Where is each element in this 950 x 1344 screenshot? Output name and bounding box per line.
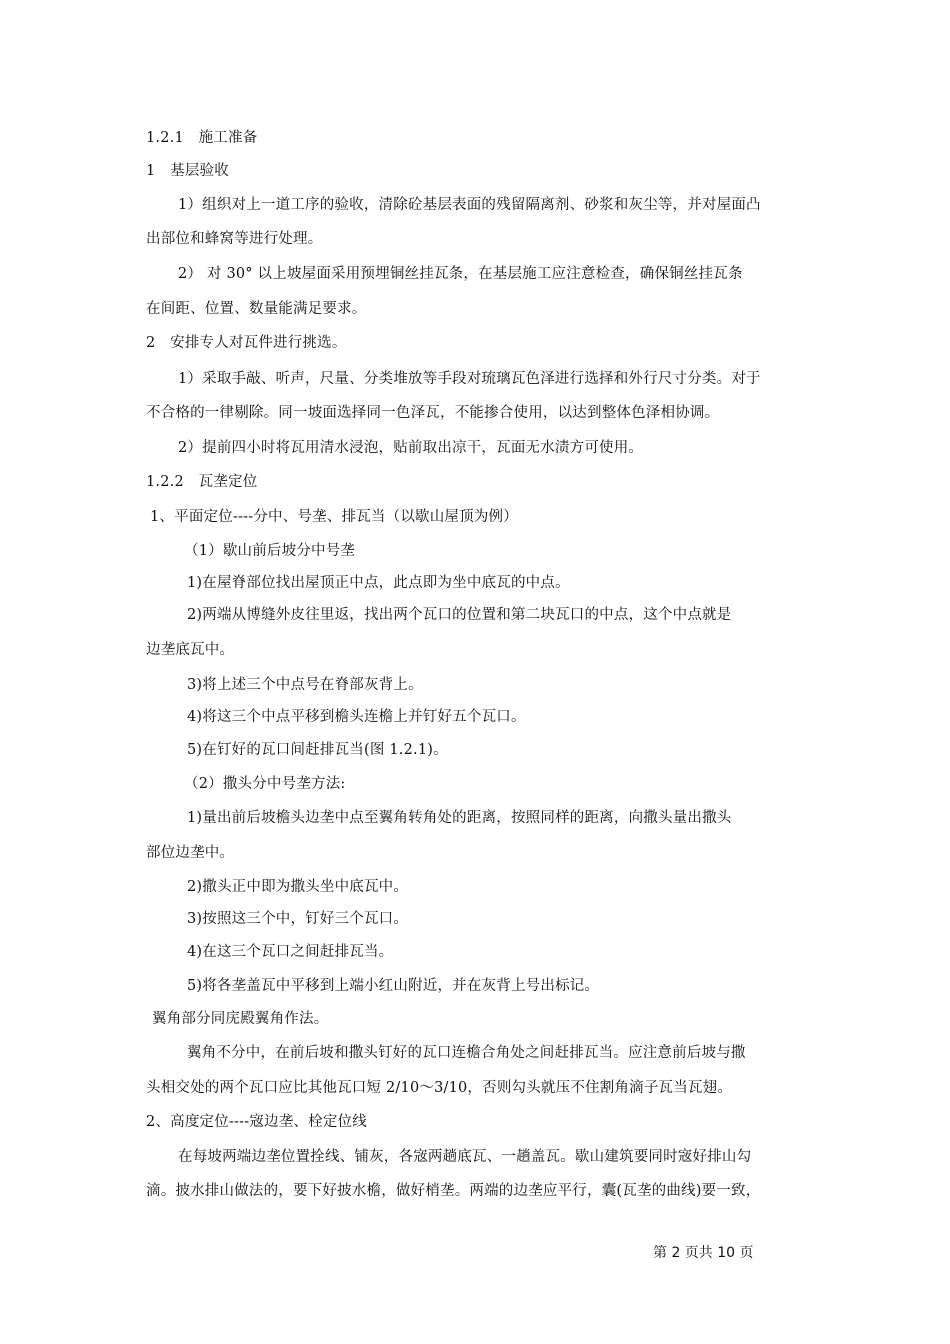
list-item: 5)将各垄盖瓦中平移到上端小红山附近，并在灰背上号出标记。 (187, 978, 600, 994)
paragraph-line: 滴。披水排山做法的，要下好披水檐，做好梢垄。两端的边垄应平行，囊(瓦垄的曲线)要一致， (146, 1183, 761, 1199)
list-item: 3)将上述三个中点号在脊部灰背上。 (187, 677, 423, 693)
list-item: 1)在屋脊部位找出屋顶正中点，此点即为坐中底瓦的中点。 (187, 575, 570, 591)
list-item: 5)在钉好的瓦口间赶排瓦当(图 1.2.1)。 (187, 742, 448, 758)
paragraph-line: 翼角部分同庑殿翼角作法。 (152, 1011, 329, 1027)
list-item: 4)在这三个瓦口之间赶排瓦当。 (187, 944, 394, 960)
paragraph-line: 1）组织对上一道工序的验收，清除砼基层表面的残留隔离剂、砂浆和灰尘等，并对屋面凸 (178, 197, 761, 213)
list-item: 4)将这三个中点平移到檐头连檐上并钉好五个瓦口。 (187, 709, 526, 725)
list-item: 2)撒头正中即为撒头坐中底瓦中。 (187, 879, 409, 895)
paragraph-line: 1）采取手敲、听声，尺量、分类堆放等手段对琉璃瓦色泽进行选择和外行尺寸分类。对于 (178, 371, 761, 387)
list-item-continuation: 边垄底瓦中。 (146, 642, 235, 658)
paragraph-line: 2）提前四小时将瓦用清水浸泡，贴前取出凉干，瓦面无水渍方可使用。 (178, 440, 644, 456)
paragraph-line: 2） 对 30° 以上坡屋面采用预埋铜丝挂瓦条，在基层施工应注意检查，确保铜丝挂瓦条 (178, 266, 743, 282)
subheading-base-acceptance: 1 基层验收 (146, 163, 229, 179)
list-heading: （2）撒头分中号垄方法: (184, 776, 346, 792)
list-item: 1)量出前后坡檐头边垄中点至翼角转角处的距离，按照同样的距离，向撒头量出撒头 (187, 810, 732, 826)
subheading-tile-selection: 2 安排专人对瓦件进行挑选。 (146, 335, 347, 351)
paragraph-line: 头相交处的两个瓦口应比其他瓦口短 2/10～3/10，否则勾头就压不住割角滴子瓦当瓦翅。 (146, 1080, 733, 1096)
section-heading-1-2-2: 1.2.2 瓦垄定位 (146, 474, 258, 490)
section-heading-1-2-1: 1.2.1 施工准备 (146, 130, 258, 146)
subheading-height-positioning: 2、高度定位----宼边垄、栓定位线 (146, 1114, 367, 1130)
list-heading: （1）歇山前后坡分中号垄 (184, 543, 356, 559)
list-item-continuation: 部位边垄中。 (146, 845, 235, 861)
page-number: 第 2 页共 10 页 (653, 1245, 754, 1261)
list-item: 2)两端从博缝外皮往里返，找出两个瓦口的位置和第二块瓦口的中点，这个中点就是 (187, 607, 732, 623)
subheading-plane-positioning: 1、平面定位----分中、号垄、排瓦当（以歇山屋顶为例） (150, 509, 518, 525)
list-item: 3)按照这三个中，钉好三个瓦口。 (187, 911, 409, 927)
paragraph-line: 不合格的一律剔除。同一坡面选择同一色泽瓦，不能掺合使用，以达到整体色泽相协调。 (146, 405, 720, 421)
paragraph-line: 出部位和蜂窝等进行处理。 (146, 231, 323, 247)
paragraph-line: 翼角不分中，在前后坡和撒头钉好的瓦口连檐合角处之间赶排瓦当。应注意前后坡与撒 (187, 1045, 746, 1061)
paragraph-line: 在每坡两端边垄位置拴线、铺灰，各宼两趟底瓦、一趟盖瓦。歇山建筑要同时宼好排山勾 (178, 1149, 752, 1165)
paragraph-line: 在间距、位置、数量能满足要求。 (146, 301, 367, 317)
